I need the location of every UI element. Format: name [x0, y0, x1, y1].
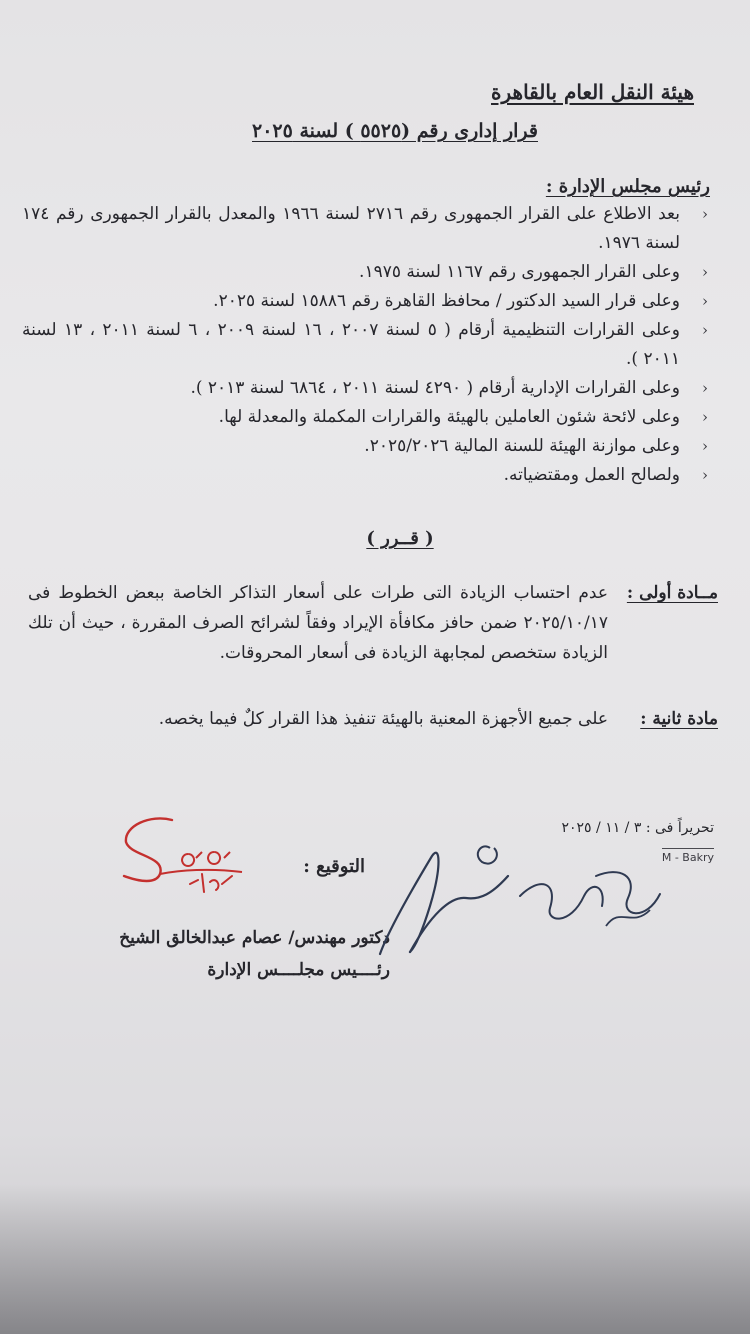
article-text: عدم احتساب الزيادة التى طرات على أسعار التذاكر الخاصة ببعض الخطوط فى ٢٠٢٥/١٠/١٧ ضمن حافز مكافأة الإيراد وفقاً لشرائح الصرف المقررة ، حيث أن تلك الزيادة ستخصص لمجابهة الزيادة فى أسعار المحروقات.	[28, 583, 608, 663]
signatory-block	[119, 922, 390, 986]
preamble-item: ‹ وعلى القرار الجمهورى رقم ١١٦٧ لسنة ١٩٧٥.	[22, 258, 722, 287]
preamble-item: ‹ وعلى القرارات الإدارية أرقام ( ٤٢٩٠ لسنة ٢٠١١ ، ٦٨٦٤ لسنة ٢٠١٣ ).	[22, 374, 722, 403]
organization-header: هيئة النقل العام بالقاهرة	[491, 80, 694, 104]
decree-heading: ( قــرر )	[366, 528, 434, 549]
bullet-icon: ‹	[702, 263, 708, 281]
preamble-item: ‹ وعلى لائحة شئون العاملين بالهيئة والقرارات المكملة والمعدلة لها.	[22, 403, 722, 432]
signatory-name: دكتور مهندس/ عصام عبدالخالق الشيخ	[119, 928, 390, 948]
article-first	[28, 578, 718, 668]
article-label: مادة ثانية :	[640, 709, 718, 729]
handwritten-signature-icon	[370, 836, 670, 966]
bullet-icon: ‹	[702, 292, 708, 310]
preamble-item: ‹ وعلى قرار السيد الدكتور / محافظ القاهرة رقم ١٥٨٨٦ لسنة ٢٠٢٥.	[22, 287, 722, 316]
preamble-list	[22, 200, 722, 490]
preamble-item: ‹ ولصالح العمل ومقتضياته.	[22, 461, 722, 490]
decision-title: قرار إدارى رقم (٥٥٢٥ ) لسنة ٢٠٢٥	[252, 120, 538, 142]
preamble-item: ‹ بعد الاطلاع على القرار الجمهورى رقم ٢٧١٦ لسنة ١٩٦٦ والمعدل بالقرار الجمهورى رقم ١٧٤ لسنة ١٩٧٦.	[22, 200, 722, 258]
article-label: مــادة أولى :	[626, 583, 718, 603]
preamble-item: ‹ وعلى القرارات التنظيمية أرقام ( ٥ لسنة ٢٠٠٧ ، ١٦ لسنة ٢٠٠٩ ، ٦ لسنة ٢٠١١ ، ١٣ لسنة ٢٠١١ ).	[22, 316, 722, 374]
stamp-date: تحريراً فى : ٣ / ١١ / ٢٠٢٥	[561, 820, 714, 836]
red-handwritten-annotation-icon	[110, 812, 260, 902]
bullet-icon: ‹	[702, 466, 708, 484]
signature-label: التوقيع :	[303, 856, 365, 877]
bullet-icon: ‹	[702, 205, 708, 223]
preamble-heading: رئيس مجلس الإدارة :	[545, 176, 710, 197]
stamp-author: M - Bakry	[662, 848, 714, 864]
article-text: على جميع الأجهزة المعنية بالهيئة تنفيذ هذا القرار كلٌ فيما يخصه.	[158, 709, 608, 729]
signatory-title: رئــــيس مجلــــس الإدارة	[207, 960, 390, 980]
bullet-icon: ‹	[702, 321, 708, 339]
article-second	[28, 704, 718, 734]
bullet-icon: ‹	[702, 408, 708, 426]
preamble-item: ‹ وعلى موازنة الهيئة للسنة المالية ٢٠٢٥/٢٠٢٦.	[22, 432, 722, 461]
bullet-icon: ‹	[702, 379, 708, 397]
bullet-icon: ‹	[702, 437, 708, 455]
